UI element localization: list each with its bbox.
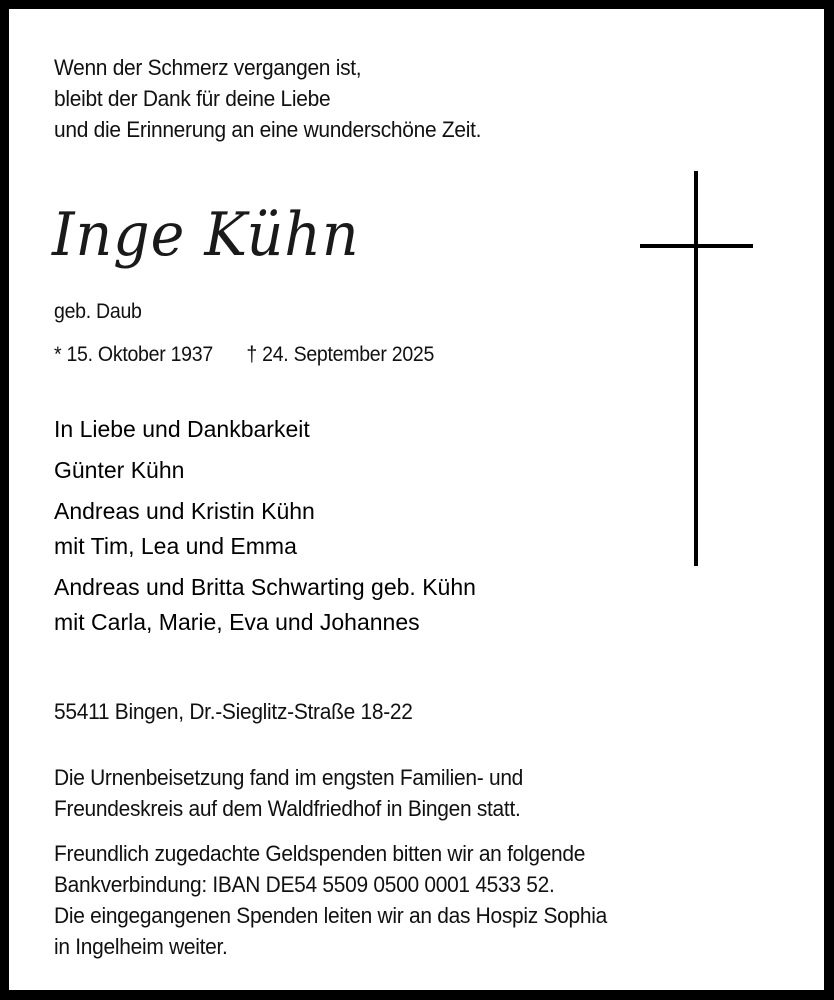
donation-line: in Ingelheim weiter. [54,934,228,959]
deceased-name: Inge Kühn [52,200,360,270]
maiden-name: geb. Daub [54,300,142,323]
mourners-intro: In Liebe und Dankbarkeit [54,416,310,442]
cross-icon-beam [640,244,753,248]
life-dates [54,341,434,369]
burial-notice [54,762,523,824]
mourner-line: Andreas und Kristin Kühn [54,498,315,524]
mourner-line: Andreas und Britta Schwarting geb. Kühn [54,574,476,600]
donation-line: Freundlich zugedachte Geldspenden bitten wir an folgende [54,841,586,866]
burial-line: Freundeskreis auf dem Waldfriedhof in Bingen statt. [54,796,521,821]
address: 55411 Bingen, Dr.-Sieglitz-Straße 18-22 [54,699,413,724]
mourner-group [54,494,476,564]
donation-notice [54,838,607,962]
mourner-group [54,453,476,488]
donation-line: Die eingegangenen Spenden leiten wir an das Hospiz Sophia [54,903,607,928]
mourner-group [54,570,476,640]
mourner-line: mit Tim, Lea und Emma [54,533,297,559]
birth-date: * 15. Oktober 1937 [54,343,213,366]
death-date: † 24. September 2025 [246,343,435,366]
mourner-line: mit Carla, Marie, Eva und Johannes [54,609,420,635]
mourners [54,412,476,646]
verse-line: Wenn der Schmerz vergangen ist, [54,55,362,80]
verse-line: und die Erinnerung an eine wunderschöne Zeit. [54,117,482,142]
verse-line: bleibt der Dank für deine Liebe [54,86,331,111]
burial-line: Die Urnenbeisetzung fand im engsten Familien- und [54,765,524,790]
cross-icon [694,171,698,566]
verse [54,52,481,145]
mourner-line: Günter Kühn [54,457,185,483]
donation-line: Bankverbindung: IBAN DE54 5509 0500 0001 4533 52. [54,872,555,897]
